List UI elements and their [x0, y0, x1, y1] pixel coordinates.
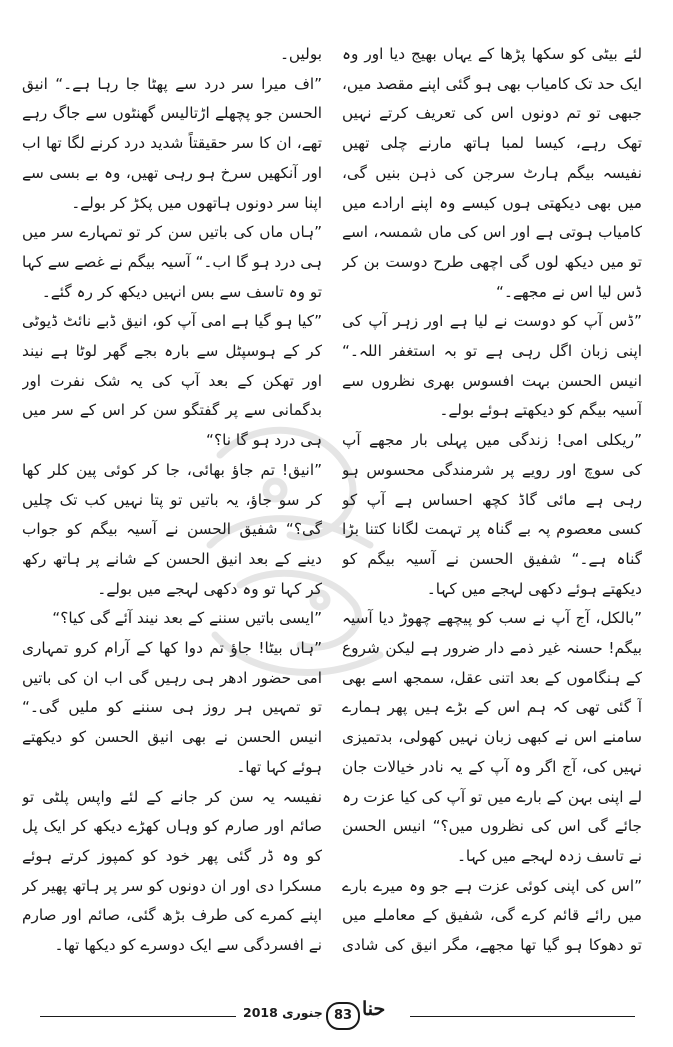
paragraph: ”انیق! تم جاؤ بھائی، جا کر کوئی پین کلر کھا کر سو جاؤ، یہ باتیں تو پتا نہیں کب تک چلیں گی؟“ شفیق الحسن نے آسیہ بیگم کو جواب دینے کے بعد انیق الحسن کے شانے پر ہاتھ رکھ کر کہا تو وہ دکھی لہجے میں بولے۔ — [22, 460, 322, 598]
paragraph: ”ہاں بیٹا! جاؤ تم دوا کھا کے آرام کرو تمہاری امی حضور ادھر ہی رہیں گی اب ان کی باتیں تو تمہیں ہر روز ہی سننے کو ملیں گی۔“ انیس الحسن نے بھی انیق الحسن کو دیکھتے ہوئے کہا تھا۔ — [22, 639, 322, 776]
paragraph: ”ہاں ماں کی باتیں سن کر تو تمہارے سر میں ہی درد ہو گا اب۔“ آسیہ بیگم نے غصے سے کہا تو وہ تاسف سے بس انہیں دیکھ کر رہ گئے۔ — [22, 223, 322, 301]
issue-date: جنوری 2018 — [243, 1005, 323, 1020]
page-footer — [0, 996, 673, 1036]
paragraph: ”اف میرا سر درد سے پھٹا جا رہا ہے۔“ انیق الحسن جو پچھلے اڑتالیس گھنٹوں سے جاگ رہے تھے، ان کا سر حقیقتاً شدید درد کرنے لگا تھا اب اور آنکھیں سرخ ہو رہی تھیں، وہ بے بسی سے اپنا سر دونوں ہاتھوں میں پکڑ کر بولے۔ — [22, 74, 322, 212]
paragraph: ”اس کی اپنی کوئی عزت ہے جو وہ میرے بارے میں رائے قائم کرے گی، شفیق کے معاملے میں تو دھوکا ہو گیا تھا مجھے، مگر انیق کی شادی — [342, 876, 642, 955]
paragraph: بولیں۔ — [279, 45, 322, 63]
paragraph: ”ریکلی امی! زندگی میں پہلی بار مجھے آپ کی سوچ اور رویے پر شرمندگی محسوس ہو رہی ہے مائی گاڈ کچھ احساس ہے آپ کو کسی معصوم پہ بے گناہ پر تہمت لگانا کتنا بڑا گناہ ہے۔“ شفیق الحسن نے آسیہ بیگم کو دیکھتے ہوئے دکھی لہجے میں کہا۔ — [342, 431, 642, 598]
left-text-column — [22, 40, 322, 965]
footer-rule-right — [410, 1016, 635, 1017]
paragraph: نفیسہ یہ سن کر جانے کے لئے واپس پلٹی تو صائم اور صارم کو وہاں کھڑے دیکھ کر ایک پل کو وہ ڈر گئی پھر خود کو کمپوز کرتے ہوئے مسکرا دی اور ان دونوں کو سر پر ہاتھ پھیر کر اپنے کمرے کی طرف بڑھ گئی، صائم اور صارم نے افسردگی سے ایک دوسرے کو دیکھا تھا۔ — [22, 787, 322, 955]
paragraph — [22, 961, 322, 965]
paragraph: ”ایسی باتیں سننے کے بعد نیند آئے گی کیا؟“ — [52, 609, 322, 628]
page-number: 83 — [326, 1002, 360, 1030]
paragraph: ”بالکل، آج آپ نے سب کو پیچھے چھوڑ دیا آسیہ بیگم! حسنہ غیر ذمے دار ضرور ہے لیکن شروع کے ہنگاموں کے بعد اتنی عقل، سمجھ اسے بھی آ گئی تھی کہ ہم اس کے بڑے ہیں پھر ہمارے سامنے اس نے کبھی زبان نہیں کھولی، بدتمیزی نہیں کی، آج اگر وہ آپ کے یہ نادر خیالات جان لے اپنی بہن کے بارے میں تو آپ کی کیا عزت رہ جائے گی اس کی نظروں میں؟“ انیس الحسن نے تاسف زدہ لہجے میں کہا۔ — [342, 609, 642, 865]
magazine-logo: حنا — [362, 998, 386, 1020]
paragraph: ”کیا ہو گیا ہے امی آپ کو، انیق ڈبے نائٹ ڈیوٹی کر کے ہوسپٹل سے بارہ بجے گھر لوٹا ہے نیند اور تھکن کے بعد آپ کی یہ شک نفرت اور بدگمانی سے پر گفتگو سن کر اس کے سر میں ہی درد ہو گا نا؟“ — [22, 312, 322, 450]
footer-rule-left — [40, 1016, 236, 1017]
right-text-column — [342, 40, 642, 965]
paragraph: ”ڈس آپ کو دوست نے لیا ہے اور زہر آپ کی اپنی زبان اگل رہی ہے تو بہ استغفر اللہ۔“ انیس الحسن بہت افسوس بھری نظروں سے آسیہ بیگم کو دیکھتے ہوئے بولے۔ — [342, 312, 642, 420]
paragraph: لئے بیٹی کو سکھا پڑھا کے یہاں بھیج دیا اور وہ ایک حد تک کامیاب بھی ہو گئی اپنے مقصد میں، جبھی تو تم دونوں اس کی تعریف کرتے نہیں تھک رہے، کیسا لمبا ہاتھ مارنے چلی تھیں نفیسہ بیگم ہارٹ سرجن کی ذہن بنیں گی، میں بھی دیکھتی ہوں کیسے وہ اپنے ارادے میں کامیاب ہوتی ہے اور اس کی ماں شمسہ، اسے تو میں دیکھ لوں گی اچھی طرح دوست بن کر ڈس لیا اس نے مجھے۔“ — [342, 45, 642, 301]
